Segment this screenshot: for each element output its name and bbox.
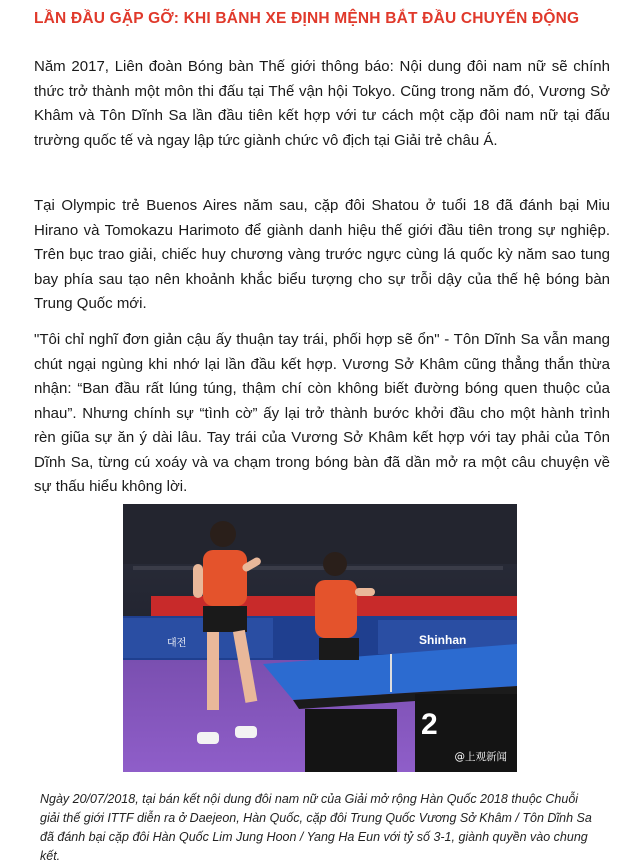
article-photo: [123, 504, 517, 772]
article-heading: LẦN ĐẦU GẶP GỠ: KHI BÁNH XE ĐỊNH MỆNH BẮT ĐẦU CHUYỂN ĐỘNG: [34, 10, 580, 27]
photo-watermark: @上观新闻: [454, 751, 507, 763]
photo-illustration: [123, 504, 517, 772]
paragraph-3: "Tôi chỉ nghĩ đơn giản cậu ấy thuận tay trái, phối hợp sẽ ổn" - Tôn Dĩnh Sa vẫn mang chút ngại ngùng khi nhớ lại lần đầu kết hợp. Vương Sở Khâm cũng thẳng thắn thừa nhận: “Ban đầu rất lúng túng, thậm chí còn không biết đường bóng quen thuộc của nhau”. Nhưng chính sự “tình cờ” ấy lại trở thành bước khởi đầu cho một hành trình rèn giũa sự ăn ý dài lâu. Tay trái của Vương Sở Khâm kết hợp với tay phải của Tôn Dĩnh Sa, từng cú xoáy và va chạm trong bóng bàn đã dần mở ra một câu chuyện về sự thấu hiểu không lời.: [34, 331, 610, 495]
photo-sponsor-text: Shinhan: [419, 633, 467, 647]
photo-caption: Ngày 20/07/2018, tại bán kết nội dung đôi nam nữ của Giải mở rộng Hàn Quốc 2018 thuộc Chuỗi giải thế giới ITTF diễn ra ở Daejeon, Hàn Quốc, cặp đôi Trung Quốc Vương Sở Khâm / Tôn Dĩnh Sa đã đánh bại cặp đôi Hàn Quốc Lim Jung Hoon / Yang Ha Eun với tỷ số 3-1, giành quyền vào chung kết.: [40, 792, 592, 863]
paragraph-2: Tại Olympic trẻ Buenos Aires năm sau, cặp đôi Shatou ở tuổi 18 đã đánh bại Miu Hirano và Tomokazu Harimoto để giành danh hiệu thế giới đầu tiên trong sự nghiệp. Trên bục trao giải, chiếc huy chương vàng trước ngực cùng lá quốc kỳ năm sao tung bay phía sau tạo nên khoảnh khắc biểu tượng cho sự trỗi dậy của thế hệ bóng bàn Trung Quốc mới.: [34, 197, 610, 312]
photo-table-number: 2: [421, 708, 438, 741]
svg-text:대전: 대전: [167, 638, 187, 649]
paragraph-1: Năm 2017, Liên đoàn Bóng bàn Thế giới thông báo: Nội dung đôi nam nữ sẽ chính thức trở thành một môn thi đấu tại Thế vận hội Tokyo. Cũng trong năm đó, Vương Sở Khâm và Tôn Dĩnh Sa lần đầu tiên kết hợp với tư cách một cặp đôi nam nữ tại đấu trường quốc tế và ngay lập tức giành chức vô địch tại Giải trẻ châu Á.: [34, 58, 610, 149]
